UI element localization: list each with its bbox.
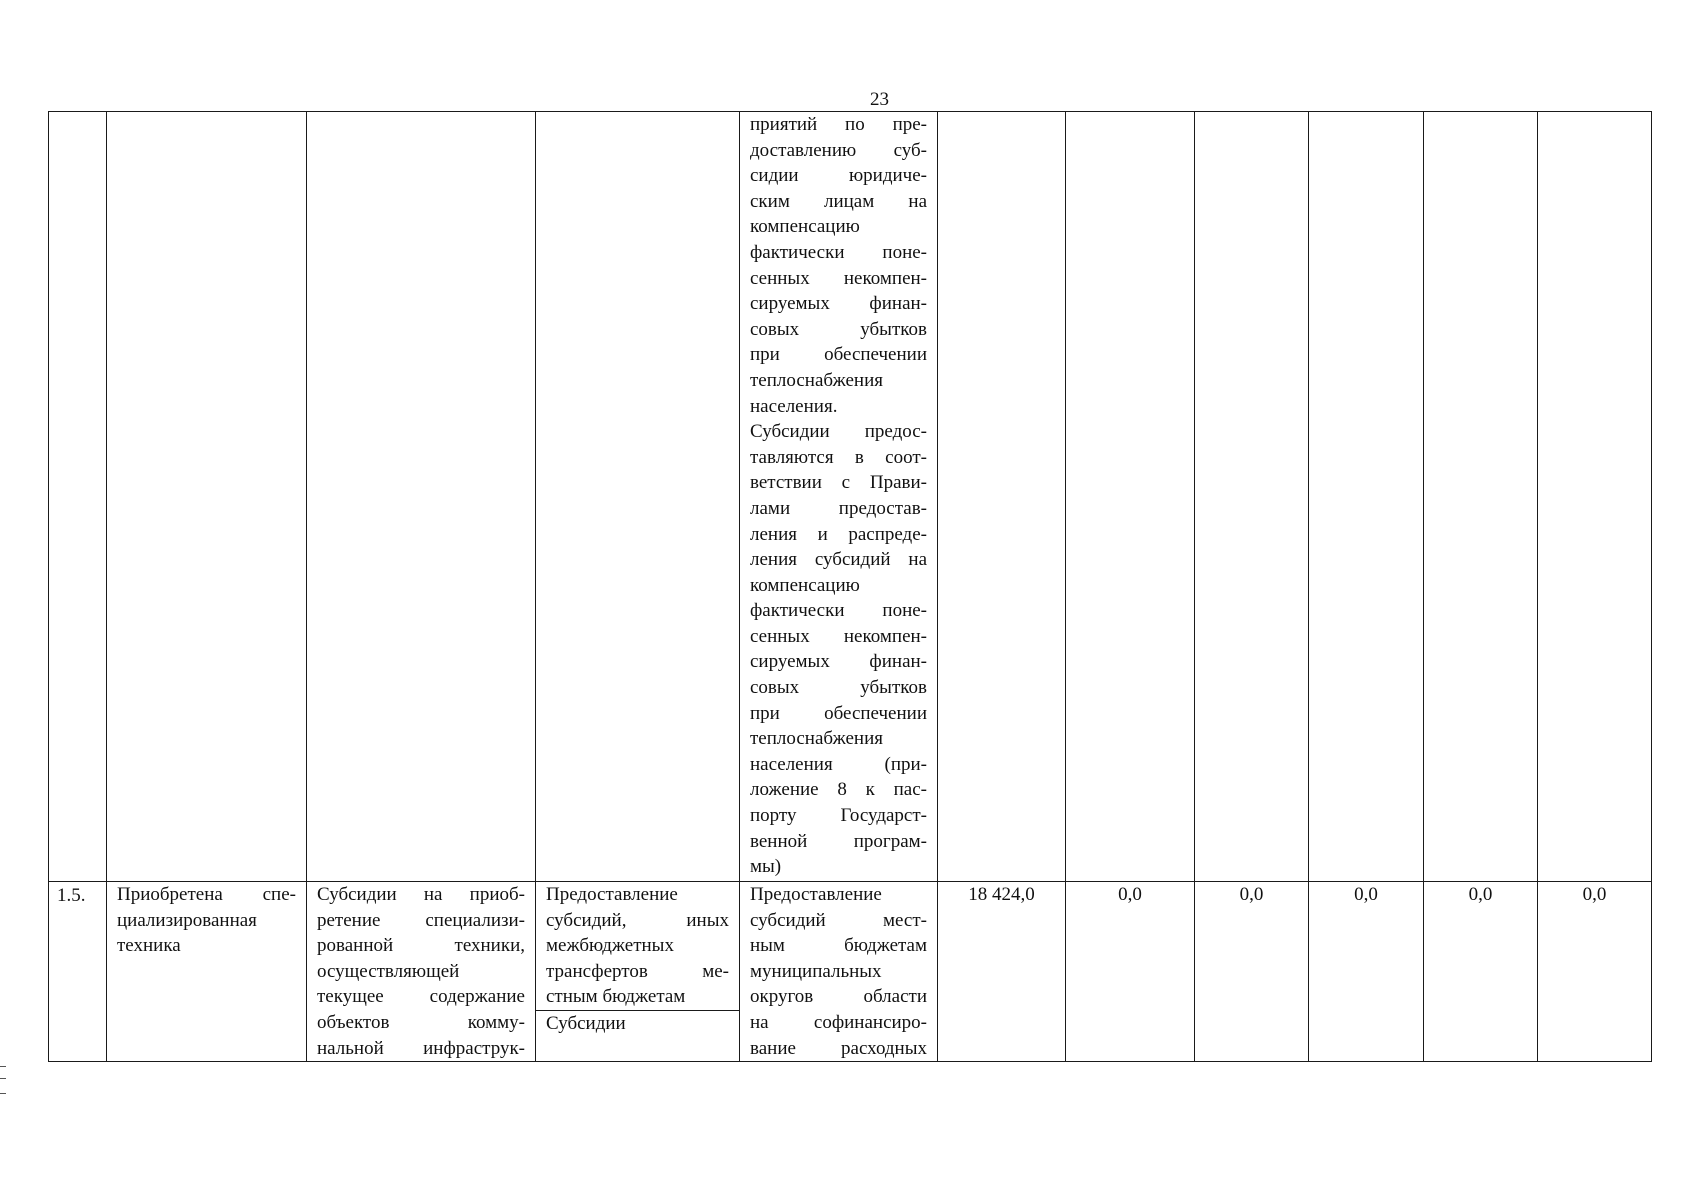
cell-description bbox=[307, 882, 536, 1062]
characteristics-line: сидии юридиче- bbox=[750, 165, 927, 187]
characteristics-line: порту Государст- bbox=[750, 805, 927, 827]
type-line: межбюджетных bbox=[546, 935, 674, 957]
characteristics-line: ским лицам на bbox=[750, 190, 927, 212]
program-table bbox=[48, 111, 1652, 1062]
result-line: циализированная bbox=[117, 909, 257, 931]
characteristics-line: тавляются в соот- bbox=[750, 446, 927, 468]
characteristics-line: венной програм- bbox=[750, 830, 927, 852]
result-text bbox=[117, 882, 296, 959]
cell-value-empty-4 bbox=[1309, 112, 1424, 882]
description-line: Субсидии на приоб- bbox=[317, 884, 525, 905]
characteristics-line: доставлению суб- bbox=[750, 139, 927, 161]
cell-value-3: 0,0 bbox=[1195, 882, 1309, 1062]
table-row-continuation bbox=[49, 112, 1652, 882]
type-line: Предоставление bbox=[546, 884, 678, 905]
characteristics-line: теплоснабжения bbox=[750, 728, 883, 750]
cell-characteristics bbox=[740, 112, 938, 882]
characteristics-1-5-line: округов области bbox=[750, 986, 927, 1008]
cell-value-empty-5 bbox=[1424, 112, 1538, 882]
characteristics-line: совых убытков bbox=[750, 318, 927, 340]
characteristics-line: ветствии с Прави- bbox=[750, 472, 927, 494]
characteristics-line: населения (при- bbox=[750, 753, 927, 775]
characteristics-1-5-line: Предоставление bbox=[750, 884, 882, 905]
characteristics-line: мы) bbox=[750, 856, 782, 878]
cell-description-empty bbox=[307, 112, 536, 882]
characteristics-1-5-line: субсидий мест- bbox=[750, 909, 927, 931]
characteristics-line: при обеспечении bbox=[750, 702, 927, 724]
description-line: объектов комму- bbox=[317, 1011, 525, 1033]
description-line: осуществляющей bbox=[317, 960, 460, 982]
cell-number-empty bbox=[49, 112, 107, 882]
characteristics-line: приятий по пре- bbox=[750, 114, 927, 135]
characteristics-line: теплоснабжения bbox=[750, 369, 883, 391]
characteristics-line: совых убытков bbox=[750, 677, 927, 699]
cell-value-2: 0,0 bbox=[1066, 882, 1195, 1062]
page-number: 23 bbox=[870, 89, 889, 110]
cell-result-empty bbox=[107, 112, 307, 882]
characteristics-line: фактически поне- bbox=[750, 241, 927, 263]
cell-row-number bbox=[49, 882, 107, 1062]
table-row-1-5 bbox=[49, 882, 1652, 1062]
type-line: трансфертов ме- bbox=[546, 960, 729, 982]
type-text-bottom: Субсидии bbox=[546, 1012, 626, 1034]
characteristics-line: ложение 8 к пас- bbox=[750, 779, 927, 801]
cell-value-1: 18 424,0 bbox=[938, 882, 1066, 1062]
characteristics-1-5-line: ным бюджетам bbox=[750, 935, 927, 957]
cell-characteristics-1-5 bbox=[740, 882, 938, 1062]
type-text-top bbox=[536, 882, 739, 1011]
cell-type bbox=[536, 882, 740, 1062]
characteristics-line: компенсацию bbox=[750, 574, 860, 596]
characteristics-line: лами предостав- bbox=[750, 497, 927, 519]
characteristics-1-5-line: муниципальных bbox=[750, 960, 882, 982]
result-line: техника bbox=[117, 935, 181, 957]
description-line: нальной инфраструк- bbox=[317, 1037, 525, 1059]
characteristics-line: сенных некомпен- bbox=[750, 625, 927, 647]
characteristics-line: фактически поне- bbox=[750, 600, 927, 622]
characteristics-line: сируемых финан- bbox=[750, 293, 927, 315]
cell-value-empty-3 bbox=[1195, 112, 1309, 882]
characteristics-line: населения. bbox=[750, 395, 838, 417]
characteristics-line: сируемых финан- bbox=[750, 651, 927, 673]
characteristics-line: при обеспечении bbox=[750, 344, 927, 366]
characteristics-1-5-line: вание расходных bbox=[750, 1037, 927, 1059]
characteristics-line: сенных некомпен- bbox=[750, 267, 927, 289]
result-line: Приобретена спе- bbox=[117, 884, 296, 905]
description-line: текущее содержание bbox=[317, 986, 525, 1008]
characteristics-1-5-line: на софинансиро- bbox=[750, 1011, 927, 1033]
cell-type-empty bbox=[536, 112, 740, 882]
characteristics-text bbox=[750, 112, 927, 880]
cell-value-5: 0,0 bbox=[1424, 882, 1538, 1062]
cell-value-6: 0,0 bbox=[1538, 882, 1652, 1062]
type-line: субсидий, иных bbox=[546, 909, 729, 931]
row-number: 1.5. bbox=[57, 885, 86, 906]
cell-value-empty-1 bbox=[938, 112, 1066, 882]
margin-mark bbox=[0, 1066, 6, 1094]
cell-value-empty-2 bbox=[1066, 112, 1195, 882]
description-line: рованной техники, bbox=[317, 935, 525, 957]
characteristics-text-1-5 bbox=[750, 882, 927, 1061]
cell-result bbox=[107, 882, 307, 1062]
characteristics-line: ления и распреде- bbox=[750, 523, 927, 545]
description-text bbox=[317, 882, 525, 1061]
characteristics-line: компенсацию bbox=[750, 216, 860, 238]
characteristics-line: Субсидии предос- bbox=[750, 421, 927, 443]
cell-value-4: 0,0 bbox=[1309, 882, 1424, 1062]
cell-value-empty-6 bbox=[1538, 112, 1652, 882]
type-line: стным бюджетам bbox=[546, 986, 686, 1008]
description-line: ретение специализи- bbox=[317, 909, 525, 931]
characteristics-line: ления субсидий на bbox=[750, 549, 927, 571]
